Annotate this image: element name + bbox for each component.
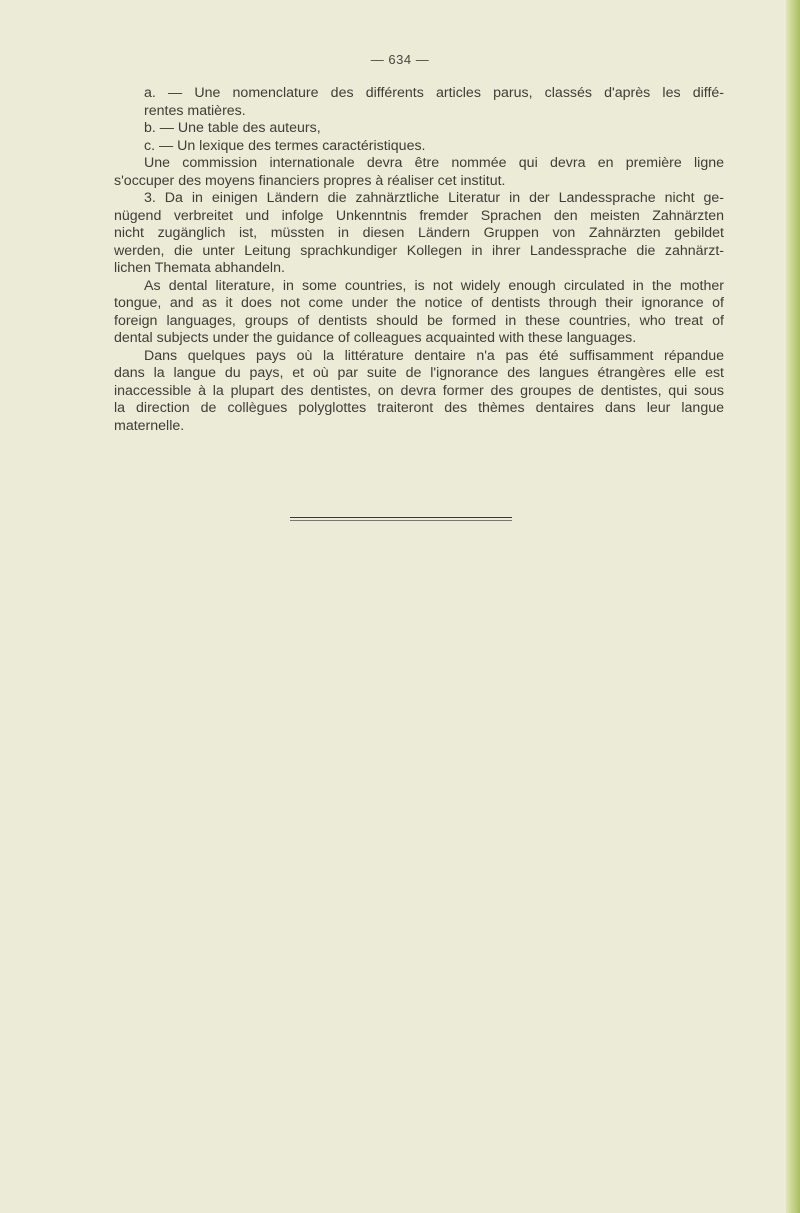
text-line: lichen Themata abhandeln. xyxy=(114,260,285,276)
text-line: tongue, and as it does not come under the notice of dentists through their ignorance of xyxy=(114,295,724,311)
text-line: a. — Une nomenclature des différents articles parus, classés d'après les diffé- xyxy=(144,85,724,101)
page-number: — 634 — xyxy=(370,52,430,67)
text-line: Une commission internationale devra être nommée qui devra en première ligne xyxy=(144,155,724,171)
text-line: dans la langue du pays, et où par suite de l'ignorance des langues étrangères elle est xyxy=(114,365,724,381)
text-line: dental subjects under the guidance of colleagues acquainted with these languages. xyxy=(114,330,637,346)
page-edge xyxy=(786,0,800,1213)
text-line: inaccessible à la plupart des dentistes, on devra former des groupes de dentistes, qui sous xyxy=(114,382,724,399)
text-line: werden, die unter Leitung sprachkundiger Kollegen in ihrer Landessprache die zahnärzt- xyxy=(114,242,724,259)
body-text xyxy=(114,85,724,435)
text-line: As dental literature, in some countries, is not widely enough circulated in the mother xyxy=(144,277,724,294)
text-line: b. — Une table des auteurs, xyxy=(144,120,321,136)
text-line: Dans quelques pays où la littérature dentaire n'a pas été suffisamment répandue xyxy=(144,347,724,364)
text-line: nügend verbreitet und infolge Unkenntnis fremder Sprachen den meisten Zahnärzten xyxy=(114,207,724,224)
text-line: nicht zugänglich ist, müssten in diesen Ländern Gruppen von Zahnärzten gebildet xyxy=(114,225,724,241)
text-line: s'occuper des moyens financiers propres à réaliser cet institut. xyxy=(114,172,506,189)
text-line: la direction de collègues polyglottes traiteront des thèmes dentaires dans leur langue xyxy=(114,400,724,416)
text-line: c. — Un lexique des termes caractéristiques. xyxy=(144,137,426,154)
section-divider xyxy=(290,517,512,521)
text-line: foreign languages, groups of dentists should be formed in these countries, who treat of xyxy=(114,312,724,329)
text-line: 3. Da in einigen Ländern die zahnärztliche Literatur in der Landessprache nicht ge- xyxy=(144,190,724,206)
text-line: maternelle. xyxy=(114,417,185,434)
text-line: rentes matières. xyxy=(144,102,246,119)
